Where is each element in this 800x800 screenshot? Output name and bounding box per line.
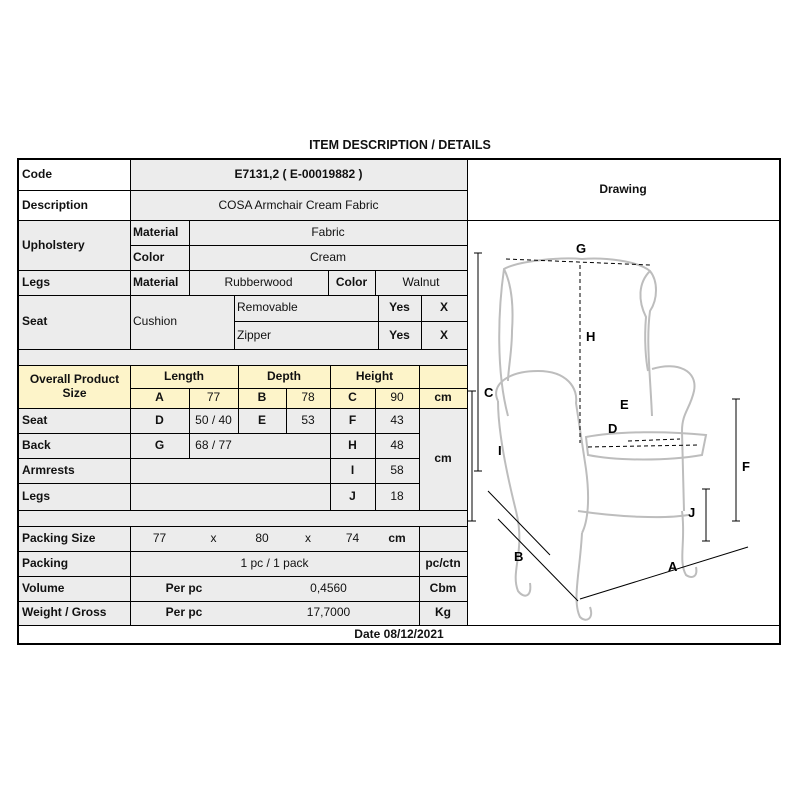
upholstery-material-label: Material	[133, 225, 179, 240]
legs-color-label: Color	[335, 274, 368, 289]
packing-size-unit: cm	[388, 530, 406, 545]
description-value: COSA Armchair Cream Fabric	[218, 197, 379, 212]
seat-label: Seat	[22, 314, 48, 329]
date-label: Date 08/12/2021	[354, 626, 444, 641]
seat-zipper-x: X	[439, 327, 448, 342]
dims-unit-2: cm	[434, 451, 452, 466]
dim-j-letter: J	[349, 488, 356, 503]
dim-e-letter: E	[257, 412, 266, 427]
page-title: ITEM DESCRIPTION / DETAILS	[309, 138, 491, 152]
drawing-letter-i: I	[498, 443, 502, 458]
drawing-letter-g: G	[576, 241, 587, 256]
legs-material-label: Material	[133, 274, 179, 289]
dim-unit: cm	[434, 390, 452, 405]
packing-size-height: 74	[345, 530, 360, 545]
dim-h-value: 48	[390, 437, 404, 452]
upholstery-label: Upholstery	[22, 237, 85, 252]
code-value: E7131,2 ( E-00019882 )	[234, 167, 363, 182]
packing-size-label: Packing Size	[22, 530, 96, 545]
dim-b-value: 78	[301, 390, 315, 405]
drawing-letter-f: F	[742, 459, 750, 474]
legs-label: Legs	[22, 274, 51, 289]
seat-zipper-yes: Yes	[389, 327, 410, 342]
dim-f-letter: F	[348, 412, 357, 427]
drawing-letter-c: C	[484, 385, 494, 400]
upholstery-color: Cream	[309, 250, 346, 265]
drawing-letter-a: A	[668, 559, 678, 574]
packing-size-length: 77	[152, 530, 167, 545]
weight-label: Weight / Gross	[22, 605, 107, 620]
packing-size-x2: x	[305, 530, 311, 545]
dim-e-value: 53	[301, 412, 315, 427]
drawing-letter-j: J	[688, 505, 696, 520]
dim-j-value: 18	[390, 488, 404, 503]
dim-h-letter: H	[348, 437, 357, 452]
seat-removable-x: X	[439, 300, 448, 315]
seat-cushion: Cushion	[133, 314, 178, 329]
description-label: Description	[22, 197, 89, 212]
seat-zipper: Zipper	[237, 327, 272, 342]
drawing-letter-h: H	[586, 329, 596, 344]
dims-armrests-label: Armrests	[22, 462, 75, 477]
dim-d-value: 50 / 40	[195, 412, 232, 427]
seat-removable-yes: Yes	[389, 300, 410, 315]
volume-value: 0,4560	[310, 580, 347, 595]
drawing-letter-d: D	[608, 421, 618, 436]
dim-c-value: 90	[390, 390, 404, 405]
spacer-bg	[19, 349, 467, 365]
volume-unit: Cbm	[429, 580, 457, 595]
dim-b-letter: B	[257, 390, 267, 405]
drawing-label: Drawing	[599, 182, 647, 197]
overall-size-label: Overall Product Size	[29, 371, 120, 400]
weight-value: 17,7000	[306, 605, 351, 620]
volume-label: Volume	[22, 580, 65, 595]
upholstery-material: Fabric	[311, 225, 345, 240]
dim-i-letter: I	[350, 462, 355, 477]
drawing-letter-b: B	[514, 549, 524, 564]
dim-a-value: 77	[206, 390, 221, 405]
packing-unit: pc/ctn	[425, 555, 461, 570]
legs-material: Rubberwood	[224, 274, 293, 289]
dim-g-value: 68 / 77	[195, 437, 232, 452]
dims-legs-label: Legs	[22, 488, 51, 503]
packing-size-width: 80	[255, 530, 269, 545]
weight-unit: Kg	[435, 605, 451, 620]
dims-seat-label: Seat	[22, 412, 48, 427]
depth-label: Depth	[267, 368, 301, 383]
drawing-letter-e: E	[620, 397, 629, 412]
packing-size-x1: x	[210, 530, 217, 545]
seat-removable: Removable	[237, 300, 298, 315]
dim-g-letter: G	[154, 437, 165, 452]
packing-label: Packing	[22, 555, 69, 570]
armchair-drawing	[468, 221, 779, 625]
length-label: Length	[164, 368, 204, 383]
upholstery-color-label: Color	[133, 250, 165, 265]
height-label: Height	[355, 368, 394, 383]
weight-per: Per pc	[165, 605, 203, 620]
packing-value: 1 pc / 1 pack	[240, 555, 309, 570]
legs-color: Walnut	[402, 274, 440, 289]
dims-back-label: Back	[22, 437, 51, 452]
volume-per: Per pc	[165, 580, 203, 595]
details-table	[17, 158, 781, 645]
dim-d-letter: D	[155, 412, 164, 427]
spacer-bg-2	[19, 510, 467, 526]
dim-i-value: 58	[390, 462, 404, 477]
dim-a-letter: A	[155, 390, 164, 405]
dim-c-letter: C	[348, 390, 357, 405]
code-label: Code	[22, 167, 52, 182]
dim-f-value: 43	[390, 412, 404, 427]
